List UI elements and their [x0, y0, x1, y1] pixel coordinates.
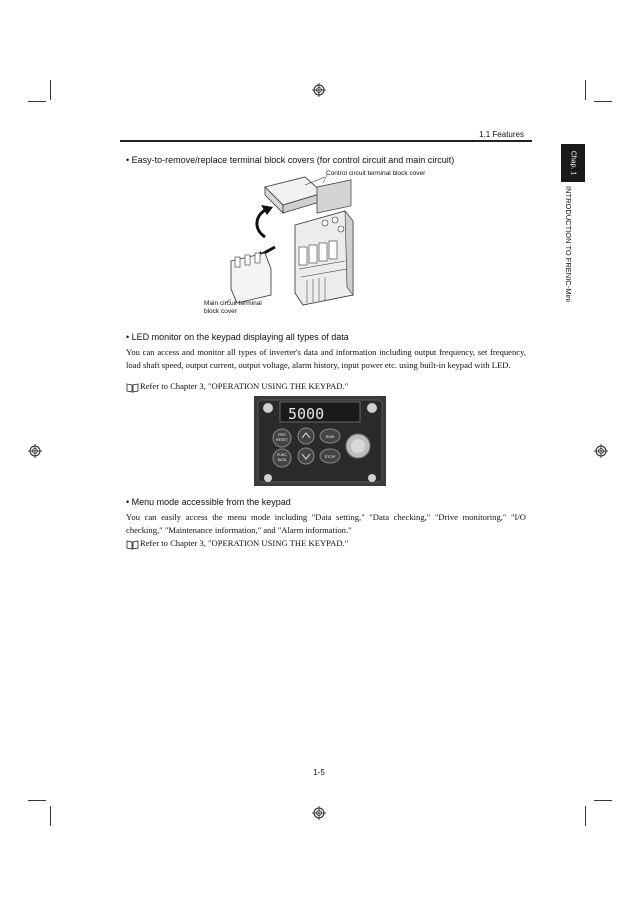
chapter-tab-label: Chap. 1 — [569, 150, 577, 176]
crop-mark-bottom-right-h — [594, 800, 612, 801]
page-number: 1-5 — [313, 768, 325, 777]
section-heading-led-monitor: • LED monitor on the keypad displaying all types of data — [126, 332, 349, 342]
crop-mark-top-left-v — [50, 80, 51, 100]
crop-mark-bottom-left-h — [28, 800, 46, 801]
registration-mark-left-icon — [28, 444, 42, 458]
led-display-readout: 5000 — [288, 405, 325, 423]
header-rule — [120, 140, 532, 142]
registration-mark-right-icon — [594, 444, 608, 458]
registration-mark-top-icon — [312, 83, 326, 97]
registration-mark-bottom-icon — [312, 806, 326, 820]
chapter-title: INTRODUCTION TO FRENIC-Mini — [564, 186, 573, 302]
led-monitor-description: You can access and monitor all types of inverter's data and information including output frequency, set frequency, load shaft speed, output current, output voltage, alarm history, input power etc. using built-in keypad with LED. — [126, 347, 526, 370]
key-data-label: DATA — [277, 458, 287, 462]
crop-mark-top-left-h — [28, 101, 46, 102]
book-icon — [126, 383, 139, 393]
caption-main-cover-line1: Main circuit terminal — [204, 300, 262, 307]
section-heading-terminal-covers: • Easy-to-remove/replace terminal block covers (for control circuit and main circuit) — [126, 155, 455, 165]
caption-control-cover: Control circuit terminal block cover — [326, 170, 426, 177]
crop-mark-top-right-h — [594, 101, 612, 102]
key-reset-label: RESET — [276, 438, 288, 442]
menu-mode-description: You can easily access the menu mode including "Data setting," "Data checking," "Drive monitoring," "I/O checking," "Maintenance information," and "Alarm information." — [126, 512, 526, 535]
key-run-label: RUN — [325, 434, 335, 439]
key-func-label: FUNC — [277, 453, 287, 457]
crop-mark-top-right-v — [585, 80, 586, 100]
crop-mark-bottom-right-v — [585, 806, 586, 826]
refer-chapter3-link[interactable]: Refer to Chapter 3, "OPERATION USING THE KEYPAD." — [140, 381, 349, 391]
refer-chapter3-link[interactable]: Refer to Chapter 3, "OPERATION USING THE KEYPAD." — [140, 538, 349, 548]
running-head: 1.1 Features — [479, 130, 524, 139]
chapter-tab — [561, 144, 585, 182]
caption-main-cover-line2: block cover — [204, 308, 237, 315]
crop-mark-bottom-left-v — [50, 806, 51, 826]
section-heading-menu-mode: • Menu mode accessible from the keypad — [126, 497, 291, 507]
key-prg-label: PRG — [278, 433, 286, 437]
book-icon — [126, 540, 139, 550]
keypad-photo — [254, 396, 386, 486]
key-stop-label: STOP — [324, 454, 336, 459]
